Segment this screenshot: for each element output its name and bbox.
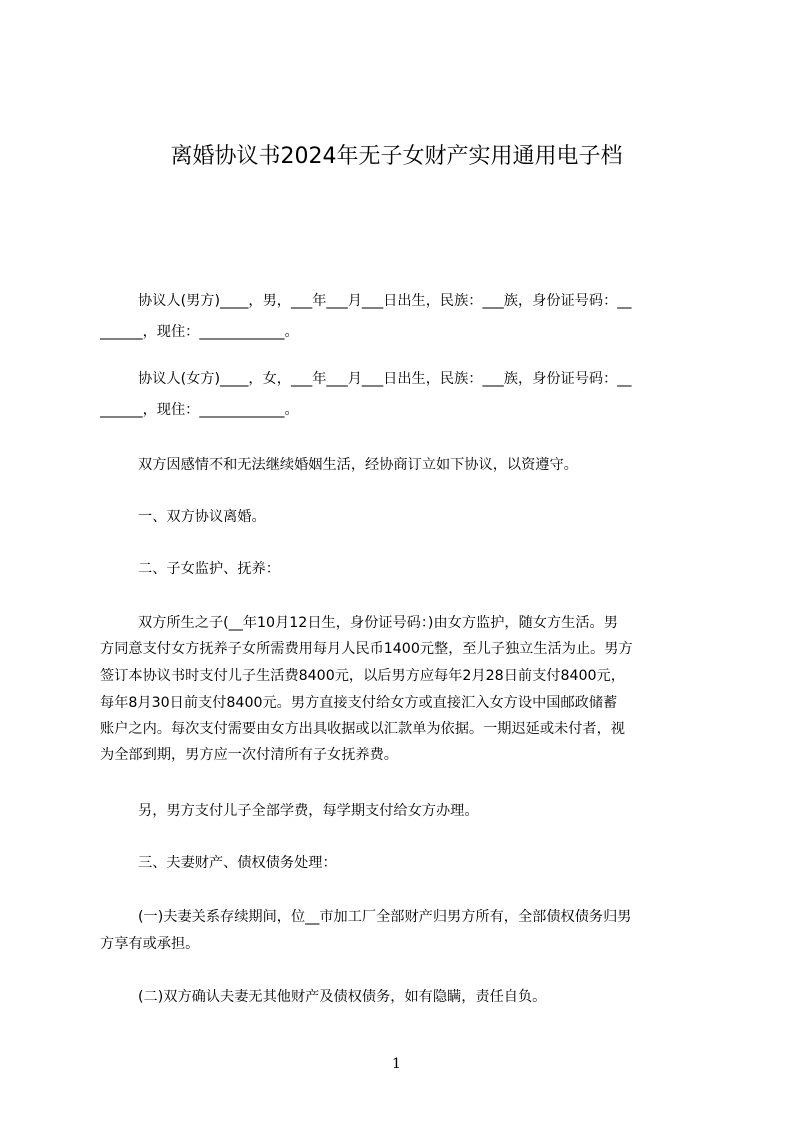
custody-line-1: 双方所生之子(__年10月12日生，身份证号码：)由女方监护，随女方生活。男: [138, 615, 618, 631]
custody-line-4: 每年8月30日前支付8400元。男方直接支付给女方或直接汇入女方设中国邮政储蓄: [100, 695, 618, 711]
custody-line-2: 方同意支付女方抚养子女所需费用每月人民币1400元整，至儿子独立生活为止。男方: [100, 641, 633, 657]
property-item-2: (二)双方确认夫妻无其他财产及债权债务，如有隐瞒，责任自负。: [138, 989, 547, 1005]
custody-line-6: 为全部到期，男方应一次付清所有子女抚养费。: [100, 747, 398, 763]
section-3-heading: 三、夫妻财产、债权债务处理：: [138, 855, 337, 871]
section-2-heading: 二、子女监护、抚养：: [138, 561, 280, 577]
property-item-1-line-1: (一)夫妻关系存续期间，位__市加工厂全部财产归男方所有，全部债权债务归男: [138, 909, 632, 925]
tuition-paragraph: 另，男方支付儿子全部学费，每学期支付给女方办理。: [138, 803, 479, 819]
female-party-line-1: 协议人(女方)____，女，___年___月___日出生，民族：___族，身份证号码：__: [138, 371, 632, 387]
custody-line-3: 签订本协议书时支付儿子生活费8400元，以后男方应每年2月28日前支付8400元，: [100, 668, 625, 684]
custody-line-5: 账户之内。每次支付需要由女方出具收据或以汇款单为依据。一期迟延或未付者，视: [100, 721, 625, 737]
male-party-line-2: ______，现住：____________。: [100, 324, 299, 340]
female-party-line-2: ______，现住：____________。: [100, 402, 299, 418]
document-title: 离婚协议书2024年无子女财产实用通用电子档: [170, 144, 623, 169]
property-item-1-line-2: 方享有或承担。: [100, 936, 200, 952]
section-1-heading: 一、双方协议离婚。: [138, 509, 266, 525]
preamble-paragraph: 双方因感情不和无法继续婚姻生活，经协商订立如下协议，以资遵守。: [138, 457, 578, 473]
page-number: 1: [392, 1056, 401, 1072]
male-party-line-1: 协议人(男方)____，男，___年___月___日出生，民族：___族，身份证号码：__: [138, 293, 632, 309]
